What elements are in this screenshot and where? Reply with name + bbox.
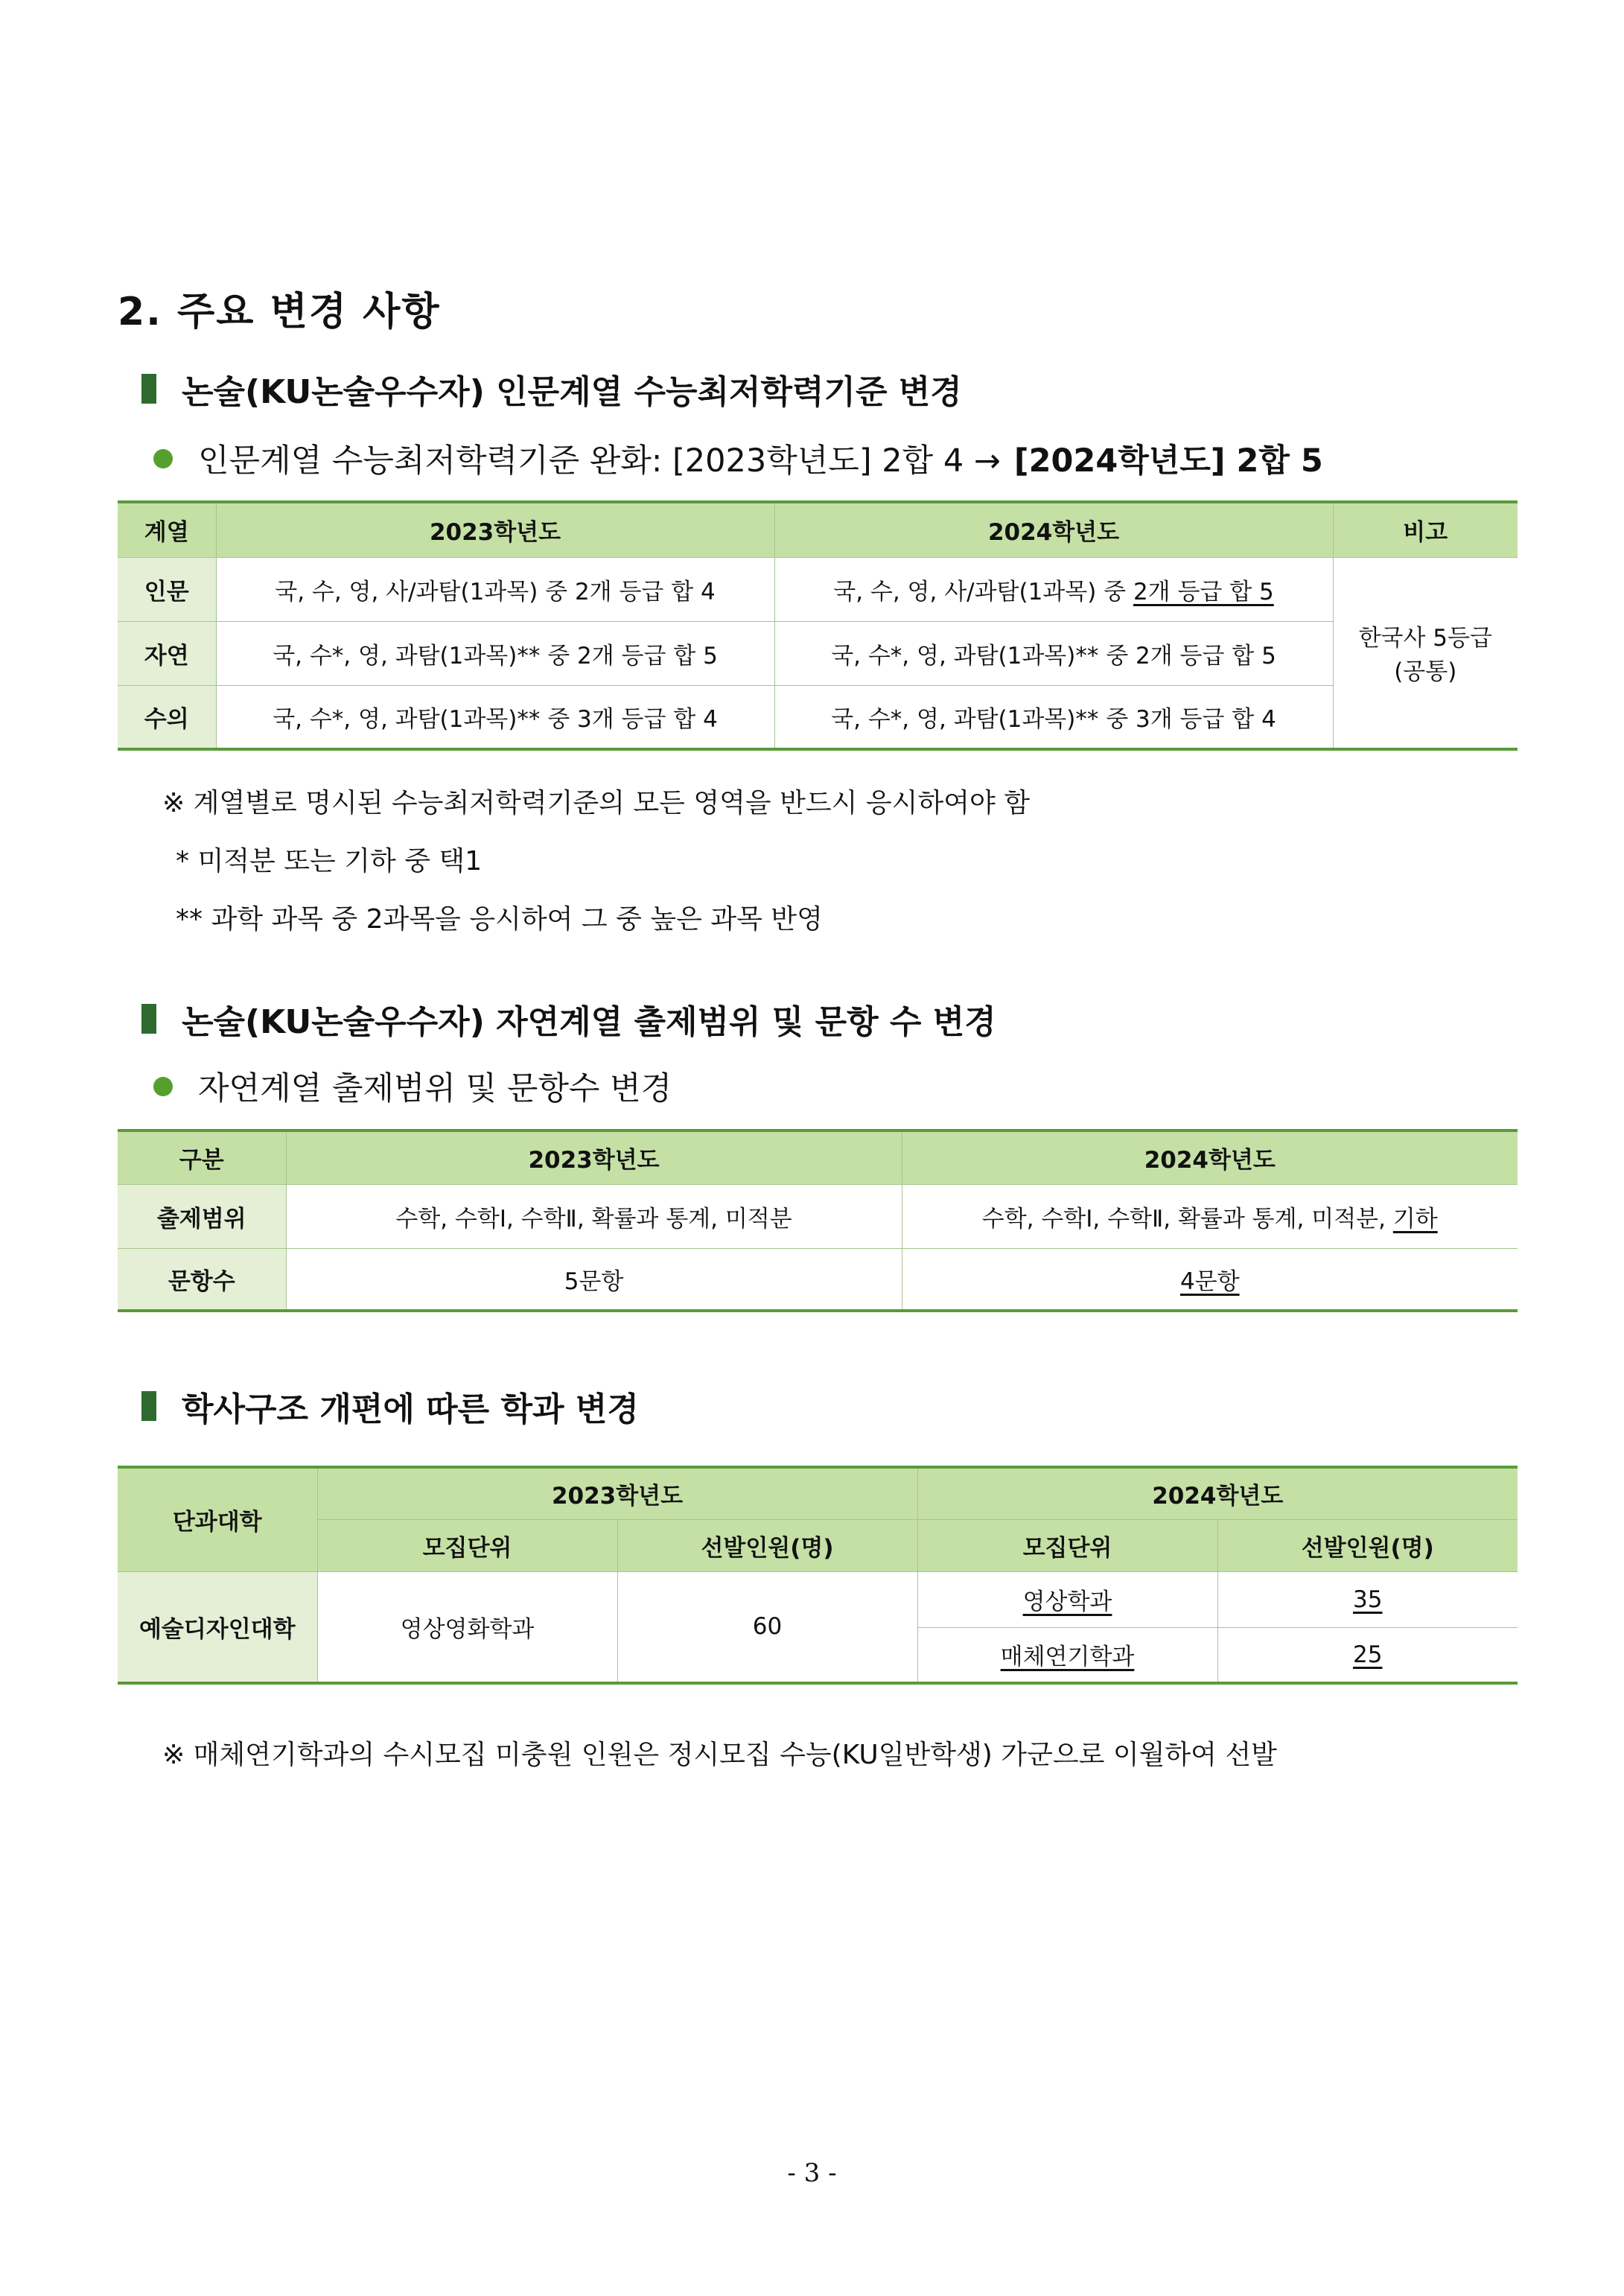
cell-2023: 국, 수*, 영, 과탐(1과목)** 중 3개 등급 합 4: [216, 685, 774, 749]
cell-2024: [774, 557, 1333, 621]
subheading-2: [141, 995, 996, 1043]
header-cell: 2023학년도: [286, 1130, 902, 1184]
note-1: ※ 계열별로 명시된 수능최저학력기준의 모든 영역을 반드시 응시하여야 함: [162, 788, 1030, 818]
header-cell-count: 선발인원(명): [1217, 1519, 1518, 1571]
header-cell-college: 단과대학: [118, 1467, 317, 1571]
table-header-row: [118, 502, 1518, 557]
remark-cell: [1333, 557, 1518, 749]
note-dept: ※ 매체연기학과의 수시모집 미충원 인원은 정시모집 수능(KU일반학생) 가군으로 이월하여 선발: [162, 1740, 1277, 1770]
heading-bar-icon: [141, 374, 156, 404]
header-cell-2024: 2024학년도: [917, 1467, 1518, 1519]
remark-line-2: (공통): [1394, 658, 1457, 686]
page-number: - 3 -: [787, 2158, 837, 2188]
row-label: 자연: [118, 621, 216, 685]
row-label: 인문: [118, 557, 216, 621]
note-2: * 미적분 또는 기하 중 택1: [176, 846, 483, 877]
table-dept-change: [118, 1466, 1518, 1685]
new-count-cell: 25: [1217, 1627, 1518, 1683]
subheading-1-text: 논술(KU논술우수자) 인문계열 수능최저학력기준 변경: [182, 373, 962, 411]
row-label: 문항수: [118, 1248, 286, 1311]
table-row: [118, 685, 1518, 749]
header-cell: 계열: [118, 502, 216, 557]
old-dept-cell: 영상영화학과: [317, 1571, 617, 1683]
bullet-dot-icon: [153, 449, 173, 468]
header-cell-count: 선발인원(명): [617, 1519, 917, 1571]
cell-2023: 5문항: [286, 1248, 902, 1311]
table-exam-scope: [118, 1129, 1518, 1312]
table-row: [118, 1184, 1518, 1248]
table-row: [118, 1248, 1518, 1311]
cell-2023: 국, 수*, 영, 과탐(1과목)** 중 2개 등급 합 5: [216, 621, 774, 685]
heading-bar-icon: [141, 1391, 156, 1421]
cell-2024-underlined: 기하: [1392, 1205, 1438, 1233]
table-min-standard: [118, 500, 1518, 751]
section-title: 2. 주요 변경 사항: [118, 290, 441, 334]
table-header-row: [118, 1467, 1518, 1519]
table-header-row: [118, 1519, 1518, 1571]
table-row: [118, 1571, 1518, 1627]
table-header-row: [118, 1130, 1518, 1184]
row-label: 수의: [118, 685, 216, 749]
bullet-1-text: 인문계열 수능최저학력기준 완화: [2023학년도] 2합 4 →: [198, 442, 1001, 480]
header-cell: 2024학년도: [902, 1130, 1518, 1184]
row-label: 출제범위: [118, 1184, 286, 1248]
subheading-3-text: 학사구조 개편에 따른 학과 변경: [182, 1390, 639, 1428]
subheading-3: [141, 1382, 639, 1430]
cell-2024-text: 수학, 수학Ⅰ, 수학Ⅱ, 확률과 통계, 미적분,: [981, 1205, 1393, 1233]
remark-line-1: 한국사 5등급: [1358, 625, 1492, 652]
cell-2024: [902, 1184, 1518, 1248]
cell-2024-underlined: 2개 등급 합 5: [1133, 578, 1274, 605]
cell-2023: 수학, 수학Ⅰ, 수학Ⅱ, 확률과 통계, 미적분: [286, 1184, 902, 1248]
cell-2024-text: 국, 수, 영, 사/과탐(1과목) 중: [833, 578, 1133, 605]
header-cell-unit: 모집단위: [317, 1519, 617, 1571]
bullet-2-text: 자연계열 출제범위 및 문항수 변경: [198, 1070, 672, 1107]
header-cell-2023: 2023학년도: [317, 1467, 917, 1519]
bullet-1-strong: [2024학년도] 2합 5: [1013, 442, 1323, 480]
subheading-2-text: 논술(KU논술우수자) 자연계열 출제범위 및 문항 수 변경: [182, 1003, 996, 1041]
cell-2023: 국, 수, 영, 사/과탐(1과목) 중 2개 등급 합 4: [216, 557, 774, 621]
new-count-cell: 35: [1217, 1571, 1518, 1627]
old-count-cell: 60: [617, 1571, 917, 1683]
header-cell: 비고: [1333, 502, 1518, 557]
bullet-1: [153, 436, 1323, 481]
cell-2024: 4문항: [902, 1248, 1518, 1311]
heading-bar-icon: [141, 1004, 156, 1034]
bullet-2: [153, 1063, 672, 1109]
note-3: ** 과학 과목 중 2과목을 응시하여 그 중 높은 과목 반영: [176, 904, 823, 935]
header-cell: 구분: [118, 1130, 286, 1184]
new-dept-cell: 매체연기학과: [917, 1627, 1217, 1683]
cell-2024: 국, 수*, 영, 과탐(1과목)** 중 3개 등급 합 4: [774, 685, 1333, 749]
cell-2024: 국, 수*, 영, 과탐(1과목)** 중 2개 등급 합 5: [774, 621, 1333, 685]
header-cell: 2023학년도: [216, 502, 774, 557]
table-row: [118, 621, 1518, 685]
table-row: [118, 557, 1518, 621]
bullet-dot-icon: [153, 1077, 173, 1096]
new-dept-cell: 영상학과: [917, 1571, 1217, 1627]
college-cell: 예술디자인대학: [118, 1571, 317, 1683]
header-cell-unit: 모집단위: [917, 1519, 1217, 1571]
subheading-1: [141, 365, 962, 413]
header-cell: 2024학년도: [774, 502, 1333, 557]
